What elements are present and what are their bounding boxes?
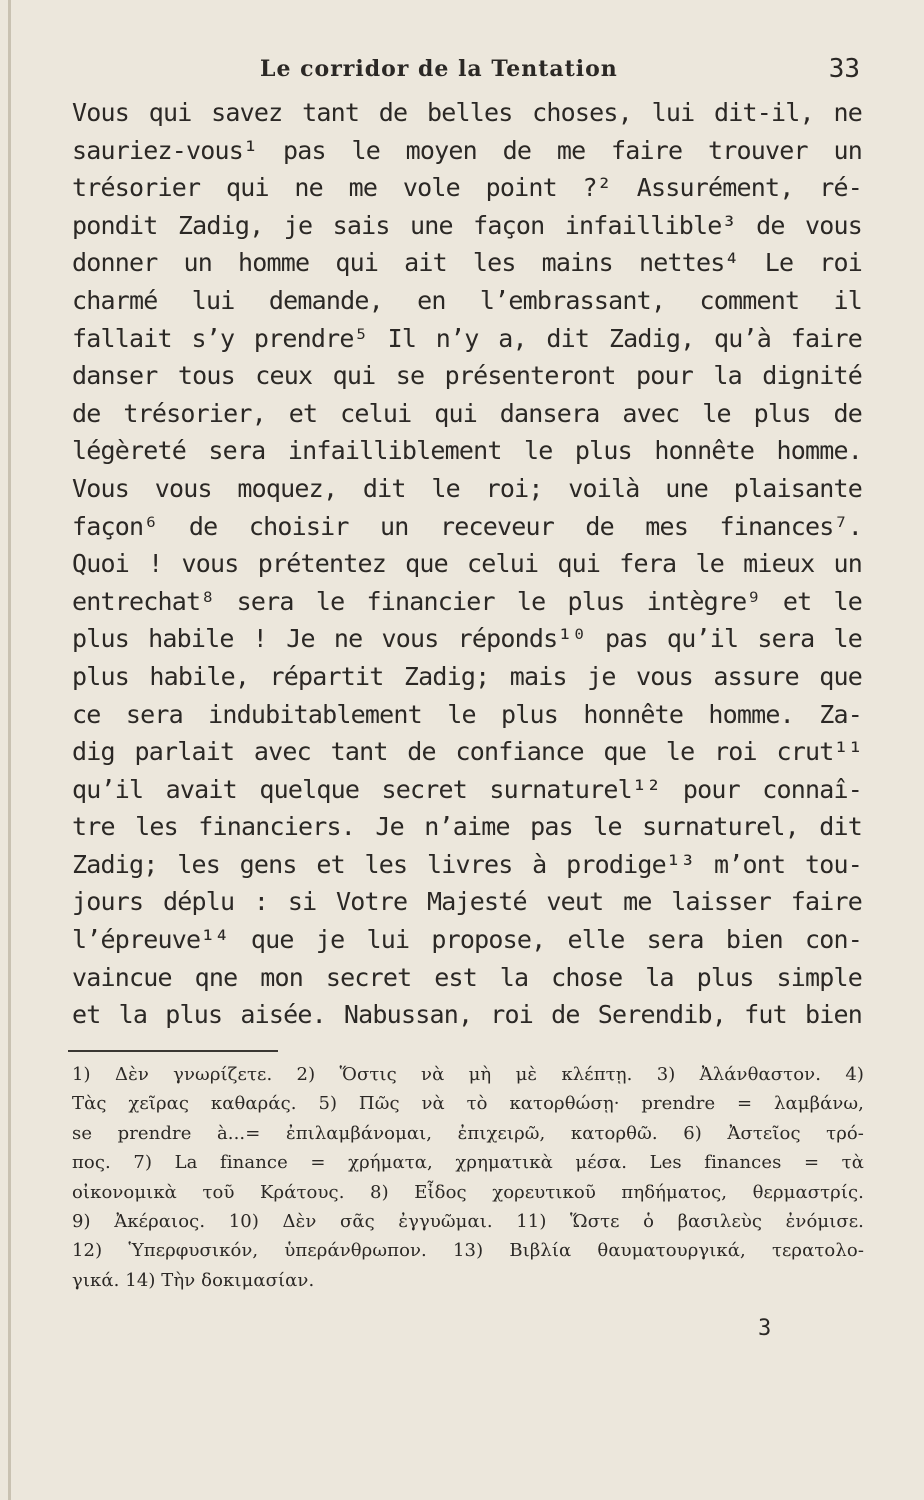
body-line: sauriez-vous¹ pas le moyen de me faire trouver un bbox=[72, 135, 862, 165]
footnote-line: Τὰς χεῖρας καθαράς. 5) Πῶς νὰ τὸ κατορθώσῃ· prendre = λαμβάνω, bbox=[72, 1093, 864, 1115]
body-line: dig parlait avec tant de confiance que le roi crut¹¹ bbox=[72, 737, 862, 767]
body-line: plus habile, répartit Zadig; mais je vous assure que bbox=[72, 661, 862, 691]
body-line: entrechat⁸ sera le financier le plus intègre⁹ et le bbox=[72, 586, 862, 616]
body-text bbox=[72, 94, 862, 1034]
footnote-line: πος. 7) La finance = χρήματα, χρηματικὰ μέσα. Les finances = τὰ bbox=[72, 1152, 864, 1174]
body-line: façon⁶ de choisir un receveur de mes finances⁷. bbox=[72, 511, 862, 541]
body-line: tre les financiers. Je n’aime pas le surnaturel, dit bbox=[72, 812, 862, 842]
body-line: ce sera indubitablement le plus honnête homme. Za- bbox=[72, 699, 862, 729]
footnote-line: γικά. 14) Τὴν δοκιμασίαν. bbox=[72, 1269, 315, 1291]
footnote-line: 9) Ἀκέραιος. 10) Δὲν σᾶς ἐγγυῶμαι. 11) Ὥστε ὁ βασιλεὺς ἐνόμισε. bbox=[72, 1210, 864, 1232]
body-line: légèreté sera infailliblement le plus honnête homme. bbox=[72, 436, 862, 466]
body-line: vaincue qne mon secret est la chose la plus simple bbox=[72, 962, 862, 992]
footnote-line: οἰκονομικὰ τοῦ Κράτους. 8) Εἶδος χορευτικοῦ πηδήματος, θερμαστρίς. bbox=[72, 1181, 864, 1203]
body-line: charmé lui demande, en l’embrassant, comment il bbox=[72, 285, 862, 315]
body-line: pondit Zadig, je sais une façon infaillible³ de vous bbox=[72, 210, 862, 240]
body-line: jours déplu : si Votre Majesté veut me laisser faire bbox=[72, 887, 862, 917]
body-line: de trésorier, et celui qui dansera avec le plus de bbox=[72, 398, 862, 428]
body-line: fallait s’y prendre⁵ Il n’y a, dit Zadig, qu’à faire bbox=[72, 323, 862, 353]
running-title: Le corridor de la Tentation bbox=[260, 56, 618, 82]
body-line: danser tous ceux qui se présenteront pour la dignité bbox=[72, 361, 862, 391]
footnote-line: se prendre à...= ἐπιλαμβάνομαι, ἐπιχειρῶ, κατορθῶ. 6) Ἀστεῖος τρό- bbox=[72, 1122, 864, 1144]
page-number: 33 bbox=[828, 54, 860, 84]
page-header bbox=[72, 52, 862, 92]
page-left-edge bbox=[8, 0, 11, 1500]
body-line: et la plus aisée. Nabussan, roi de Serendib, fut bien bbox=[72, 1000, 862, 1030]
body-line: qu’il avait quelque secret surnaturel¹² pour connaî- bbox=[72, 774, 862, 804]
body-line: l’épreuve¹⁴ que je lui propose, elle sera bien con- bbox=[72, 925, 862, 955]
body-line: Vous vous moquez, dit le roi; voilà une plaisante bbox=[72, 473, 862, 503]
body-line: plus habile ! Je ne vous réponds¹⁰ pas qu’il sera le bbox=[72, 624, 862, 654]
body-line: Quoi ! vous prétentez que celui qui fera le mieux un bbox=[72, 549, 862, 579]
footnotes bbox=[72, 1060, 864, 1295]
footnote-line: 12) Ὑπερφυσικόν, ὑπεράνθρωπον. 13) Βιβλία θαυματουργικά, τερατολο- bbox=[72, 1240, 864, 1262]
body-line: Zadig; les gens et les livres à prodige¹³ m’ont tou- bbox=[72, 849, 862, 879]
footnote-line: 1) Δὲν γνωρίζετε. 2) Ὅστις νὰ μὴ μὲ κλέπτῃ. 3) Ἀλάνθαστον. 4) bbox=[72, 1064, 864, 1085]
body-line: trésorier qui ne me vole point ?² Assurément, ré- bbox=[72, 173, 862, 203]
signature-mark: 3 bbox=[758, 1316, 772, 1341]
body-line: Vous qui savez tant de belles choses, lui dit-il, ne bbox=[72, 98, 862, 127]
footnote-separator bbox=[68, 1050, 278, 1052]
body-line: donner un homme qui ait les mains nettes⁴ Le roi bbox=[72, 248, 862, 278]
